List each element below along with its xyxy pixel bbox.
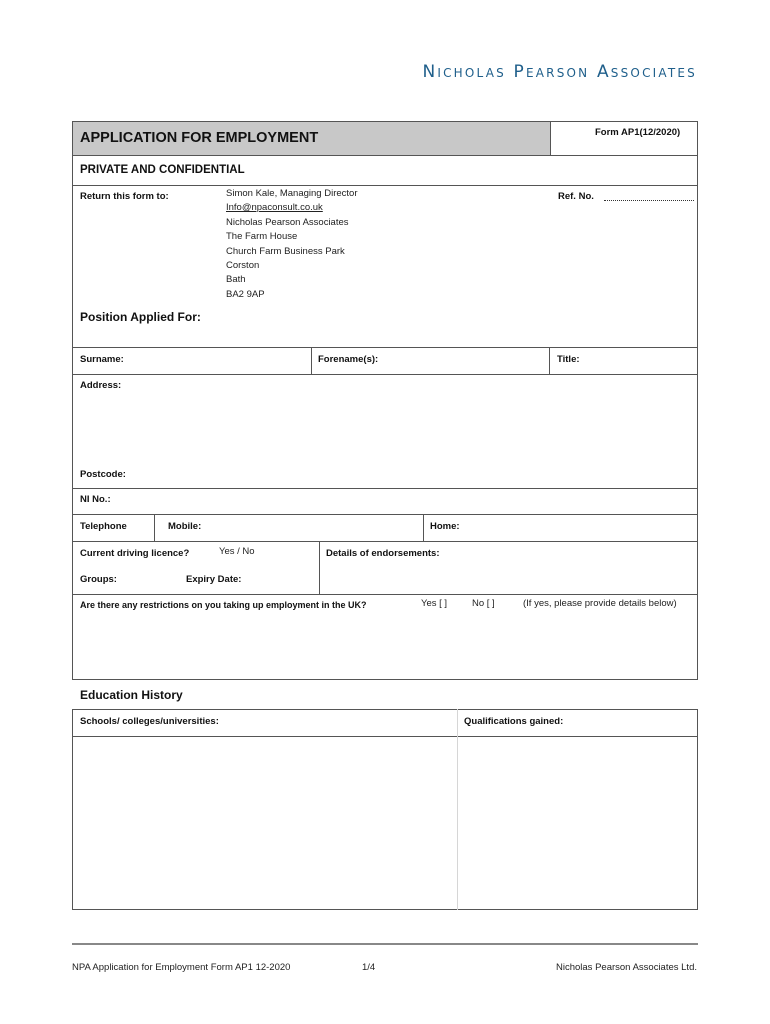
telephone-label: Telephone: [80, 521, 127, 532]
restrictions-note: (If yes, please provide details below): [523, 598, 677, 609]
driving-licence-label: Current driving licence?: [80, 548, 190, 559]
divider: [72, 736, 698, 737]
schools-label: Schools/ colleges/universities:: [80, 716, 219, 727]
position-applied-label: Position Applied For:: [80, 310, 201, 324]
address-line: The Farm House: [226, 231, 298, 243]
page-title: APPLICATION FOR EMPLOYMENT: [80, 130, 319, 146]
divider: [319, 541, 320, 594]
divider: [72, 347, 698, 348]
qualifications-label: Qualifications gained:: [464, 716, 564, 727]
divider: [423, 514, 424, 541]
address-line: Nicholas Pearson Associates: [226, 216, 349, 228]
postcode-label: Postcode:: [80, 469, 126, 480]
divider: [549, 347, 550, 374]
education-section: [72, 709, 698, 910]
footer-company: Nicholas Pearson Associates Ltd.: [556, 962, 697, 973]
driving-yes-no[interactable]: Yes / No: [219, 546, 255, 557]
return-to-label: Return this form to:: [80, 191, 169, 202]
address-line: BA2 9AP: [226, 288, 265, 300]
company-logo-text: Nicholas Pearson Associates: [422, 62, 697, 82]
divider: [154, 514, 155, 541]
title-label: Title:: [557, 354, 580, 365]
restrictions-no[interactable]: No [ ]: [472, 598, 495, 609]
groups-label: Groups:: [80, 574, 117, 585]
address-line: Simon Kale, Managing Director: [226, 188, 358, 199]
form-code: Form AP1(12/2020): [595, 127, 681, 138]
restrictions-label: Are there any restrictions on you taking up employment in the UK?: [80, 600, 367, 610]
divider: [72, 594, 698, 595]
expiry-date-label: Expiry Date:: [186, 574, 242, 585]
divider: [72, 514, 698, 515]
divider: [72, 185, 698, 186]
surname-label: Surname:: [80, 354, 124, 365]
address-label: Address:: [80, 380, 122, 391]
return-address: [226, 187, 357, 302]
footer-form-name: NPA Application for Employment Form AP1 12-2020: [72, 962, 291, 973]
divider: [72, 374, 698, 375]
address-line: Bath: [226, 274, 246, 286]
footer-page-number: 1/4: [362, 962, 376, 973]
divider: [72, 488, 698, 489]
divider: [457, 709, 458, 910]
endorsements-label: Details of endorsements:: [326, 548, 440, 559]
footer-divider: [72, 943, 698, 945]
divider: [311, 347, 312, 374]
divider: [72, 541, 698, 542]
mobile-label: Mobile:: [168, 521, 202, 532]
confidential-heading: PRIVATE AND CONFIDENTIAL: [80, 164, 245, 176]
email-link[interactable]: Info@npaconsult.co.uk: [226, 202, 323, 214]
ni-number-label: NI No.:: [80, 494, 111, 505]
ref-no-label: Ref. No.: [558, 191, 594, 202]
forenames-label: Forename(s):: [318, 354, 379, 365]
home-label: Home:: [430, 521, 460, 532]
ref-no-field[interactable]: [604, 200, 694, 201]
restrictions-yes[interactable]: Yes [ ]: [421, 598, 448, 609]
address-line: Church Farm Business Park: [226, 245, 345, 257]
address-line: Corston: [226, 260, 260, 272]
education-heading: Education History: [80, 688, 183, 702]
